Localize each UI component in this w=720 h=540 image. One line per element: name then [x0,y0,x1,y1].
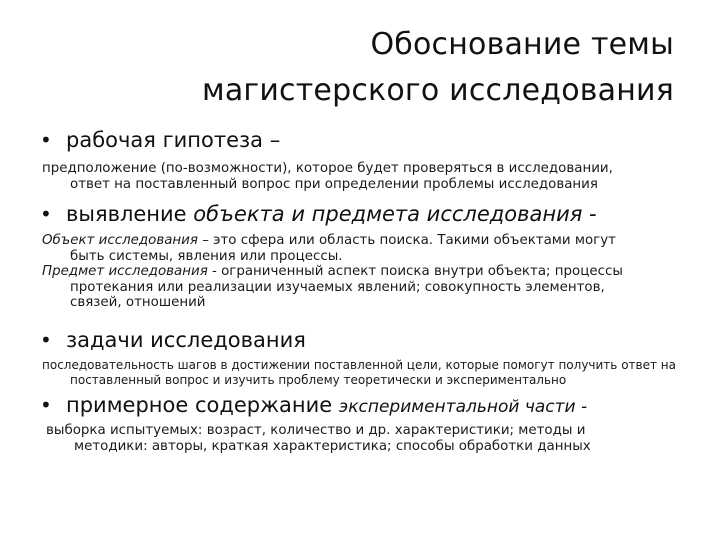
bullet-content [40,393,587,417]
title-line-1: Обоснование темы [370,27,674,62]
bullet-dot: • [40,202,52,226]
object-def: – это сфера или область поиска. Такими объектами могут [197,233,616,248]
para-line: методики: авторы, краткая характеристика; способы обработки данных [74,438,591,454]
para-object [42,233,710,311]
bullet-dot: • [40,393,52,417]
subject-def: - ограниченный аспект поиска внутри объекта; процессы [207,264,623,279]
title-line-2: магистерского исследования [201,73,674,108]
object-term: Объект исследования [42,233,198,248]
heading-content-plain: примерное содержание [66,393,339,417]
para-line: связей, отношений [70,295,206,310]
heading-tasks: задачи исследования [66,328,306,352]
para-line: последовательность шагов в достижении поставленной цели, которые помогут получить ответ на [42,358,676,372]
para-line: ответ на поставленный вопрос при определении проблемы исследования [70,176,598,192]
para-line: быть системы, явления или процессы. [70,248,343,264]
slide-title [202,22,674,114]
bullet-hypothesis [40,128,280,152]
para-line: предположение (по-возможности), которое будет проверяться в исследовании, [42,161,613,176]
subject-term: Предмет исследования [42,264,208,279]
bullet-tasks [40,328,306,352]
para-line [42,264,710,280]
heading-content-italic: экспериментальной части - [338,397,588,417]
bullet-dot: • [40,328,52,352]
para-line: поставленный вопрос и изучить проблему теоретически и экспериментально [70,373,567,387]
para-tasks [42,358,710,388]
para-content [46,423,714,454]
heading-object-italic: объекта и предмета исследования - [193,202,597,226]
heading-object-plain: выявление [66,202,194,226]
para-hypothesis [42,161,710,192]
bullet-dot: • [40,128,52,152]
para-line: протекания или реализации изучаемых явлений; совокупность элементов, [70,279,605,295]
heading-hypothesis: рабочая гипотеза – [66,128,281,152]
bullet-object-subject [40,202,597,226]
para-line [42,233,710,249]
para-line: выборка испытуемых: возраст, количество и др. характеристики; методы и [46,423,586,438]
